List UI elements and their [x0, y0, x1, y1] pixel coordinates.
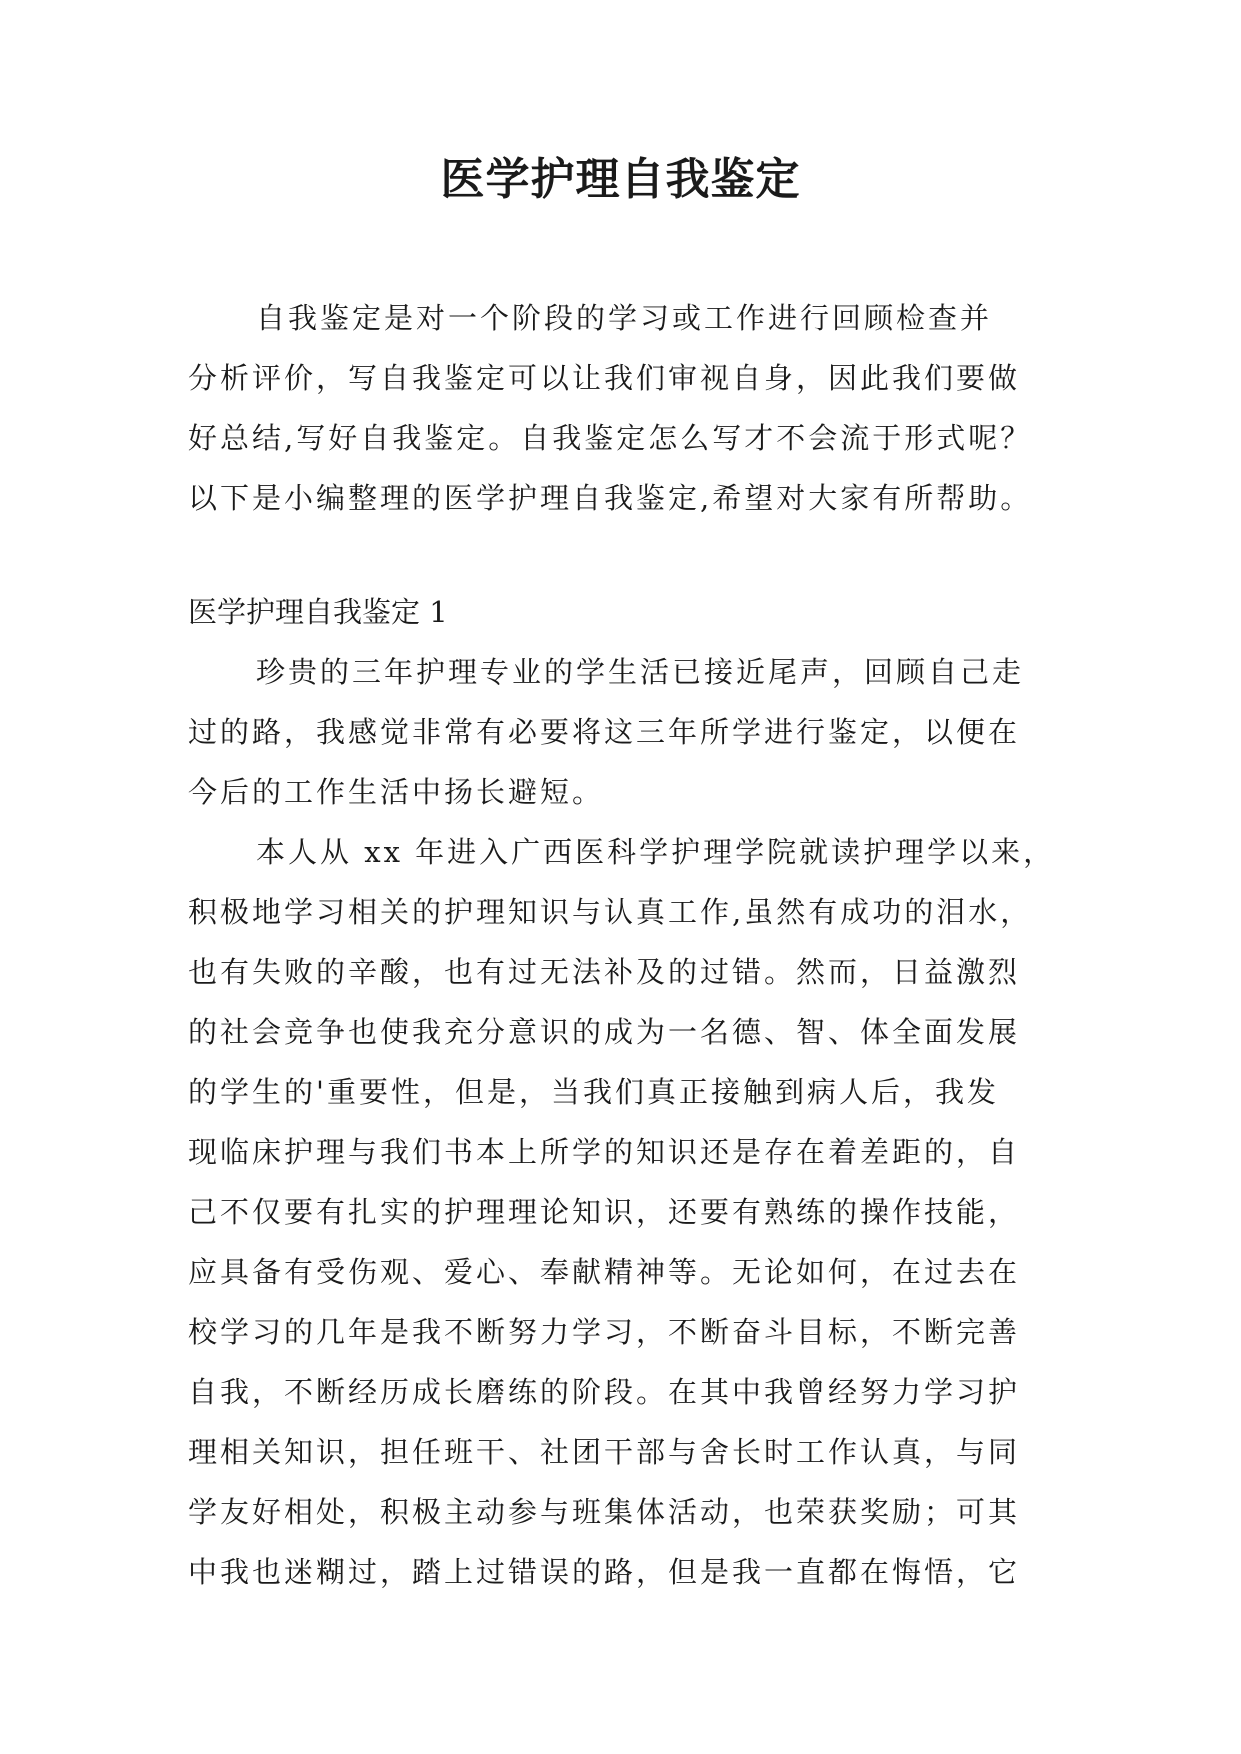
text-line: 也有失败的辛酸，也有过无法补及的过错。然而，日益激烈 [188, 955, 1021, 989]
text-line: 的社会竞争也使我充分意识的成为一名德、智、体全面发展 [188, 1015, 1021, 1049]
text-line: 理相关知识，担任班干、社团干部与舍长时工作认真，与同 [188, 1435, 1021, 1469]
text-line: 中我也迷糊过，踏上过错误的路，但是我一直都在悔悟，它 [188, 1555, 1021, 1589]
text-line: 分析评价，写自我鉴定可以让我们审视自身，因此我们要做 [188, 361, 1021, 395]
text-line: 本人从 xx 年进入广西医科学护理学院就读护理学以来， [256, 835, 1056, 869]
text-line: 己不仅要有扎实的护理理论知识，还要有熟练的操作技能， [188, 1195, 1021, 1229]
text-line: 今后的工作生活中扬长避短。 [188, 775, 605, 809]
text-line: 的学生的'重要性，但是，当我们真正接触到病人后，我发 [188, 1075, 999, 1109]
intro-paragraph [188, 288, 1058, 528]
text-line: 好总结,写好自我鉴定。自我鉴定怎么写才不会流于形式呢？ [188, 421, 1033, 455]
text-line: 学友好相处，积极主动参与班集体活动，也荣获奖励；可其 [188, 1495, 1021, 1529]
text-line: 应具备有受伤观、爱心、奉献精神等。无论如何，在过去在 [188, 1255, 1021, 1289]
document-body [188, 288, 1058, 1602]
text-line: 现临床护理与我们书本上所学的知识还是存在着差距的，自 [188, 1135, 1021, 1169]
document-title: 医学护理自我鉴定 [440, 154, 801, 205]
paragraph-gap [188, 528, 1058, 582]
text-line: 珍贵的三年护理专业的学生活已接近尾声，回顾自己走 [256, 655, 1025, 689]
text-line: 过的路，我感觉非常有必要将这三年所学进行鉴定，以便在 [188, 715, 1021, 749]
text-line: 校学习的几年是我不断努力学习，不断奋斗目标，不断完善 [188, 1315, 1021, 1349]
section1-paragraph-1 [188, 642, 1058, 822]
text-line: 自我鉴定是对一个阶段的学习或工作进行回顾检查并 [256, 301, 993, 335]
text-line: 积极地学习相关的护理知识与认真工作,虽然有成功的泪水， [188, 895, 1033, 929]
text-line: 自我，不断经历成长磨练的阶段。在其中我曾经努力学习护 [188, 1375, 1021, 1409]
section-heading: 医学护理自我鉴定 1 [188, 595, 448, 629]
section1-paragraph-2 [188, 822, 1058, 1602]
text-line: 以下是小编整理的医学护理自我鉴定,希望对大家有所帮助。 [188, 481, 1033, 515]
